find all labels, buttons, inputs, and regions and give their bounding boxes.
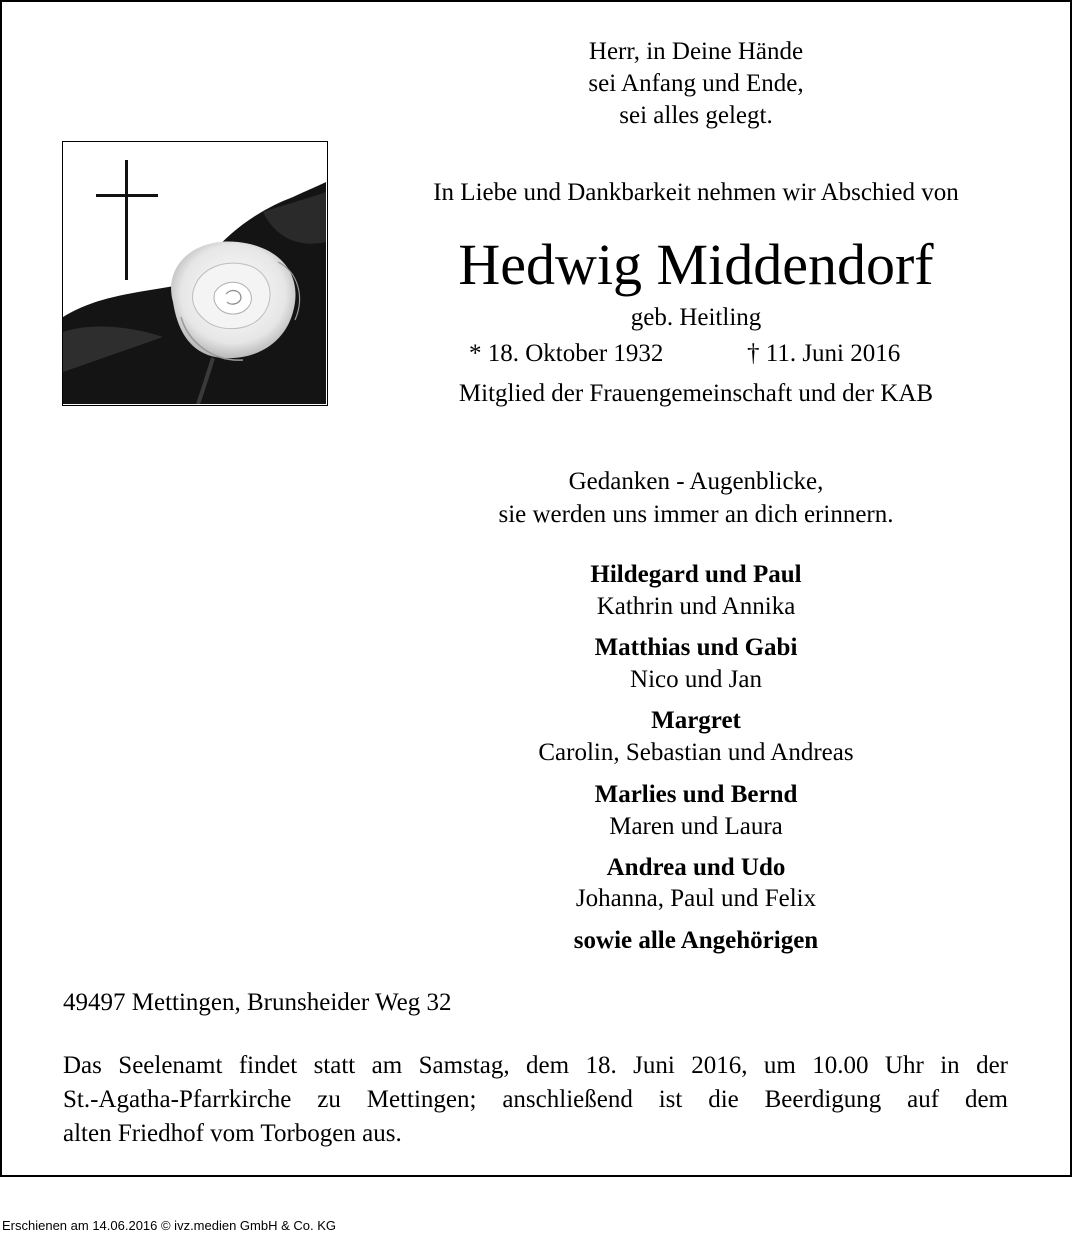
mourner-names: Marlies und Bernd <box>594 781 798 808</box>
mourner-names: Matthias und Gabi <box>594 634 798 661</box>
relatives-text: sowie alle Angehörigen <box>573 927 819 954</box>
mourner-names: Margret <box>651 707 741 734</box>
mourner-children: Maren und Laura <box>609 813 783 840</box>
verse-line-3: sei alles gelegt. <box>619 102 773 129</box>
publication-footer: Erschienen am 14.06.2016 © ivz.medien GmbH & Co. KG <box>2 1218 337 1233</box>
birth-date: * 18. Oktober 1932 <box>469 340 664 367</box>
cross-icon <box>96 160 158 280</box>
mourner-children: Johanna, Paul und Felix <box>575 885 817 912</box>
mourner-children: Nico und Jan <box>630 666 762 693</box>
verse-line-2: sei Anfang und Ende, <box>588 70 804 97</box>
verse-line-1: Herr, in Deine Hände <box>588 38 804 65</box>
intro-text: In Liebe und Dankbarkeit nehmen wir Abschied von <box>433 179 959 206</box>
mourner-children: Kathrin und Annika <box>596 593 796 620</box>
service-line-3: alten Friedhof vom Torbogen aus. <box>63 1120 402 1147</box>
poem-line-2: sie werden uns immer an dich erinnern. <box>498 501 894 528</box>
deceased-name: Hedwig Middendorf <box>458 232 934 297</box>
birth-name: geb. Heitling <box>630 304 762 331</box>
memorial-image <box>62 141 328 406</box>
mourner-names: Hildegard und Paul <box>590 561 802 588</box>
service-paragraph <box>63 1049 1008 1151</box>
membership-text: Mitglied der Frauengemeinschaft und der KAB <box>458 380 934 407</box>
poem-line-1: Gedanken - Augenblicke, <box>568 468 824 495</box>
service-line-2: St.-Agatha-Pfarrkirche zu Mettingen; anschließend ist die Beerdigung auf dem <box>63 1086 1008 1113</box>
mourner-children: Carolin, Sebastian und Andreas <box>538 739 854 766</box>
address-text: 49497 Mettingen, Brunsheider Weg 32 <box>63 989 452 1016</box>
service-line-1: Das Seelenamt findet statt am Samstag, dem 18. Juni 2016, um 10.00 Uhr in der <box>63 1052 1008 1079</box>
death-date: † 11. Juni 2016 <box>747 340 901 367</box>
mourner-names: Andrea und Udo <box>606 854 786 881</box>
